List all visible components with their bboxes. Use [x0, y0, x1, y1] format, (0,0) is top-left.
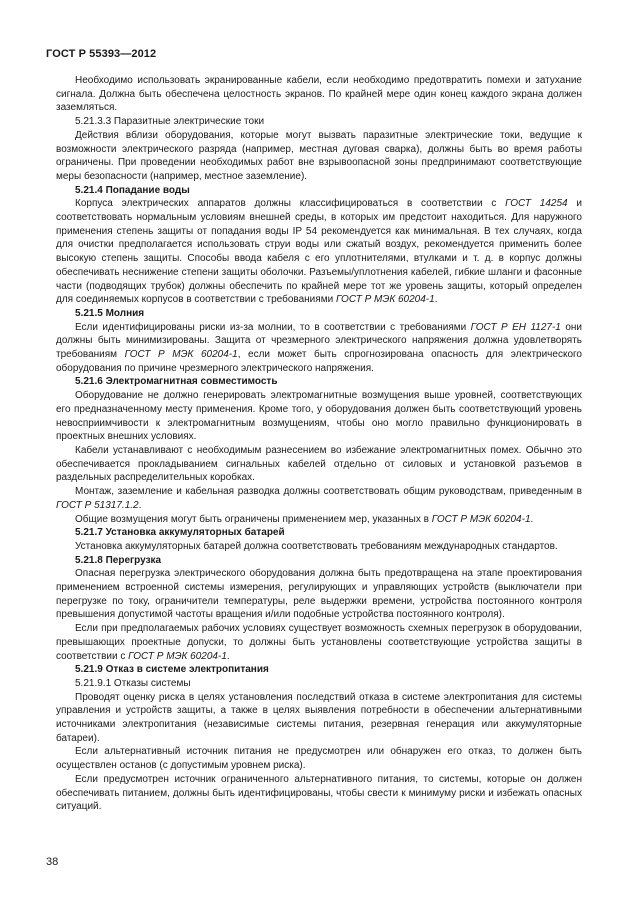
text-run: Если при предполагаемых рабочих условиях существует возможность схемных перегрузок в оборудовании, превышающих проектные допуски, то должны быть установлены соответствующие устройства защиты в соответствии с: [56, 623, 582, 662]
paragraph: [56, 622, 582, 663]
text-run: .: [530, 513, 534, 525]
paragraph: [56, 773, 582, 814]
document-body: [56, 74, 582, 814]
text-run: Оборудование не должно генерировать электромагнитные возмущения выше уровней, соответствующих его предназначенному месту применения. Кроме того, у оборудования должен быть соответствующий уровень невосприимчивости к электромагнитным возмущениям, чтобы оно могло правильно функционировать в проектных внешних условиях.: [56, 390, 582, 443]
paragraph: [56, 567, 582, 622]
text-run: 5.21.8 Перегрузка: [75, 554, 162, 566]
text-run: Установка аккумуляторных батарей должна соответствовать требованиям международных стандартов.: [75, 540, 558, 552]
paragraph: [56, 444, 582, 485]
text-run: Проводят оценку риска в целях установления последствий отказа в системе электропитания для системы управления и устройств защиты, а также в целях выявления потребности в обеспечении альтернативными источниками электропитания (независимые системы питания, резервная генерация или аккумуляторные батареи).: [56, 691, 582, 744]
text-run: 5.21.4 Попадание воды: [75, 184, 190, 196]
text-run: 5.21.9 Отказ в системе электропитания: [75, 664, 269, 676]
page-number: 38: [46, 856, 59, 868]
standard-reference: ГОСТ Р МЭК 60204-1: [431, 513, 531, 525]
text-run: .: [226, 650, 230, 662]
standard-reference: ГОСТ Р МЭК 60204-1: [335, 294, 435, 306]
paragraph: [56, 513, 582, 527]
page-header: ГОСТ Р 55393—2012: [46, 48, 157, 60]
text-run: 5.21.5 Молния: [75, 307, 145, 319]
text-run: Корпуса электрических аппаратов должны классифицироваться в соответствии с: [75, 198, 506, 210]
standard-reference: ГОСТ Р МЭК 60204-1: [124, 349, 238, 361]
text-run: Необходимо использовать экранированные кабели, если необходимо предотвратить помехи и затухание сигнала. Должна быть обеспечена целостность экранов. По крайней мере один конец каждого экрана должен заземляться.: [56, 75, 582, 114]
text-run: Если альтернативный источник питания не предусмотрен или обнаружен его отказ, то должен быть осуществлен останов (с допустимым уровнем риска).: [56, 746, 582, 772]
text-run: 5.21.9.1 Отказы системы: [75, 677, 191, 689]
text-run: они должны быть минимизированы. Защита от чрезмерного электрического напряжения должна удовлетворять требованиям: [56, 321, 582, 361]
section-heading: [56, 307, 582, 321]
text-run: .: [138, 499, 142, 511]
section-heading: [56, 554, 582, 568]
subsection-heading: [56, 677, 582, 691]
text-run: и соответствовать нормальным условиям внешней среды, в которых им предстоит находиться. Для наружного применения степень защиты от попадания воды IP 54 рекомендуется как минимальная. В тех случаях, когда для очистки предполагается использовать струи воды или сжатый воздух, рекомендуется применить более высокую степень защиты. Способы ввода кабеля с его уплотнителями, втулками и т. д. в корпус должны обеспечивать неснижение степени защиты оболочки. Разъемы/уплотнения кабелей, гибкие шланги и фасонные части (подводящих трубок) должны обеспечить по крайней мере тот же уровень защиты, который определен для соединяемых корпусов в соответствии с требованиями: [56, 198, 582, 306]
text-run: Опасная перегрузка электрического оборудования должна быть предотвращена на этапе проектирования применением встроенной системы измерения, регулирующих и управляющих устройств (выключатели при перегрузке по току, ограничители температуры, реле выдержки времени, устройства постоянного контроля превышения допустимой частоты вращения и/или подобные устройства постоянного контроля).: [56, 568, 582, 621]
paragraph: [56, 485, 582, 512]
text-run: 5.21.3.3 Паразитные электрические токи: [75, 116, 265, 128]
text-run: Кабели устанавливают с необходимым разнесением во избежание электромагнитных помех. Обычно это обеспечивается прокладыванием сигнальных кабелей отдельно от силовых и установкой разъемов в раздельных распределительных коробках.: [56, 444, 582, 484]
standard-reference: ГОСТ Р МЭК 60204-1: [128, 650, 227, 662]
paragraph: [56, 129, 582, 184]
section-heading: [56, 663, 582, 677]
text-run: .: [434, 294, 438, 306]
text-run: 5.21.7 Установка аккумуляторных батарей: [75, 527, 285, 539]
standard-reference: ГОСТ Р 51317.1.2: [56, 499, 139, 511]
paragraph: [56, 691, 582, 746]
subsection-heading: [56, 115, 582, 129]
standard-reference: ГОСТ 14254: [505, 198, 568, 210]
paragraph: [56, 197, 582, 307]
paragraph: [56, 389, 582, 444]
text-run: Если предусмотрен источник ограниченного альтернативного питания, то системы, которые он должен обеспечивать питанием, должны быть идентифицированы, чтобы свести к минимуму риски и избежать опасных ситуаций.: [56, 773, 582, 813]
text-run: Общие возмущения могут быть ограничены применением мер, указанных в: [75, 513, 432, 525]
section-heading: [56, 375, 582, 389]
text-run: , если может быть спрогнозирована опасность для электрического оборудования по причине чрезмерного электрического напряжения.: [56, 349, 582, 374]
section-heading: [56, 184, 582, 198]
text-run: Если идентифицированы риски из-за молнии, то в соответствии с требованиями: [75, 321, 471, 333]
text-run: Действия вблизи оборудования, которые могут вызвать паразитные электрические токи, ведущие к возможности электрического разряда (например, местная дуговая сварка), должны быть во время работы ограничены. При проведении необходимых работ вне взрывоопасной зоны предпринимают соответствующие меры безопасности (например, местное заземление).: [56, 129, 582, 182]
text-run: 5.21.6 Электромагнитная совместимость: [75, 376, 278, 388]
paragraph: [56, 321, 582, 376]
paragraph: [56, 745, 582, 772]
paragraph: [56, 74, 582, 115]
standard-reference: ГОСТ Р ЕН 1127-1: [470, 321, 561, 333]
paragraph: [56, 540, 582, 554]
section-heading: [56, 526, 582, 540]
text-run: Монтаж, заземление и кабельная разводка должны соответствовать общим руководствам, приведенным в: [75, 486, 582, 498]
